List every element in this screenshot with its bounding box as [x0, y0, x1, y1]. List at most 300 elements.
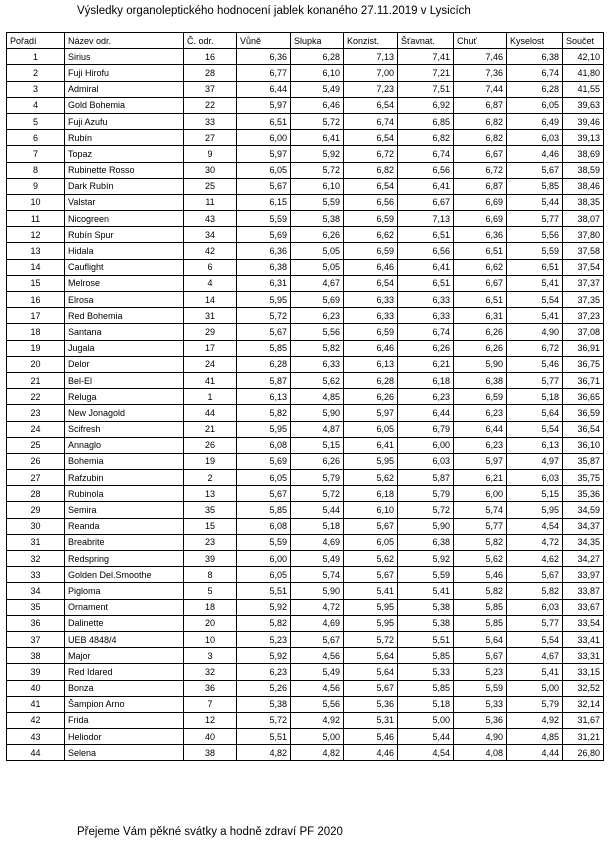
column-header-variety-number: Č. odr.	[184, 33, 237, 49]
acidity-cell: 6,72	[507, 340, 563, 356]
table-row	[7, 599, 604, 615]
juiciness-cell: 6,41	[398, 178, 454, 194]
variety-name-cell: New Jonagold	[65, 405, 184, 421]
variety-name-cell: Bonza	[65, 680, 184, 696]
texture-cell: 5,67	[344, 518, 398, 534]
skin-cell: 5,49	[291, 81, 344, 97]
texture-cell: 6,54	[344, 130, 398, 146]
variety-name-cell: Rafzubin	[65, 470, 184, 486]
skin-cell: 5,05	[291, 243, 344, 259]
table-row	[7, 356, 604, 372]
skin-cell: 4,72	[291, 599, 344, 615]
taste-cell: 7,44	[454, 81, 507, 97]
rank-cell: 19	[7, 340, 65, 356]
table-row	[7, 437, 604, 453]
total-cell: 34,35	[563, 534, 604, 550]
column-header-texture: Konzist.	[344, 33, 398, 49]
juiciness-cell: 7,13	[398, 211, 454, 227]
table-header-row	[7, 33, 604, 49]
texture-cell: 4,46	[344, 745, 398, 761]
aroma-cell: 5,95	[237, 292, 291, 308]
taste-cell: 6,44	[454, 421, 507, 437]
texture-cell: 5,95	[344, 453, 398, 469]
total-cell: 36,59	[563, 405, 604, 421]
juiciness-cell: 6,33	[398, 292, 454, 308]
total-cell: 41,55	[563, 81, 604, 97]
rank-cell: 34	[7, 583, 65, 599]
acidity-cell: 5,41	[507, 275, 563, 291]
texture-cell: 6,46	[344, 259, 398, 275]
total-cell: 33,41	[563, 631, 604, 647]
acidity-cell: 5,54	[507, 421, 563, 437]
taste-cell: 6,82	[454, 130, 507, 146]
aroma-cell: 5,82	[237, 615, 291, 631]
taste-cell: 6,21	[454, 470, 507, 486]
variety-name-cell: Rubinola	[65, 486, 184, 502]
juiciness-cell: 6,67	[398, 194, 454, 210]
texture-cell: 5,46	[344, 729, 398, 745]
texture-cell: 6,41	[344, 437, 398, 453]
juiciness-cell: 5,18	[398, 696, 454, 712]
texture-cell: 5,62	[344, 470, 398, 486]
acidity-cell: 4,97	[507, 453, 563, 469]
taste-cell: 5,85	[454, 599, 507, 615]
variety-name-cell: Gold Bohemia	[65, 97, 184, 113]
acidity-cell: 6,51	[507, 259, 563, 275]
variety-number-cell: 8	[184, 567, 237, 583]
juiciness-cell: 5,38	[398, 615, 454, 631]
taste-cell: 4,90	[454, 729, 507, 745]
table-row	[7, 259, 604, 275]
rank-cell: 2	[7, 65, 65, 81]
results-table	[6, 32, 604, 761]
skin-cell: 5,15	[291, 437, 344, 453]
juiciness-cell: 6,51	[398, 227, 454, 243]
acidity-cell: 6,05	[507, 97, 563, 113]
table-row	[7, 292, 604, 308]
juiciness-cell: 6,00	[398, 437, 454, 453]
juiciness-cell: 5,33	[398, 664, 454, 680]
column-header-variety-name: Název odr.	[65, 33, 184, 49]
rank-cell: 39	[7, 664, 65, 680]
juiciness-cell: 5,90	[398, 518, 454, 534]
table-row	[7, 389, 604, 405]
acidity-cell: 6,03	[507, 130, 563, 146]
rank-cell: 38	[7, 648, 65, 664]
texture-cell: 5,97	[344, 405, 398, 421]
skin-cell: 6,10	[291, 178, 344, 194]
taste-cell: 6,23	[454, 405, 507, 421]
table-row	[7, 340, 604, 356]
total-cell: 36,71	[563, 372, 604, 388]
table-row	[7, 162, 604, 178]
skin-cell: 5,49	[291, 551, 344, 567]
table-row	[7, 178, 604, 194]
aroma-cell: 5,69	[237, 453, 291, 469]
aroma-cell: 5,23	[237, 631, 291, 647]
rank-cell: 25	[7, 437, 65, 453]
variety-name-cell: Santana	[65, 324, 184, 340]
skin-cell: 4,69	[291, 615, 344, 631]
variety-number-cell: 35	[184, 502, 237, 518]
juiciness-cell: 6,82	[398, 130, 454, 146]
acidity-cell: 5,85	[507, 178, 563, 194]
total-cell: 35,87	[563, 453, 604, 469]
juiciness-cell: 6,33	[398, 308, 454, 324]
variety-number-cell: 29	[184, 324, 237, 340]
variety-number-cell: 20	[184, 615, 237, 631]
acidity-cell: 6,03	[507, 599, 563, 615]
taste-cell: 5,97	[454, 453, 507, 469]
acidity-cell: 5,95	[507, 502, 563, 518]
rank-cell: 30	[7, 518, 65, 534]
total-cell: 34,37	[563, 518, 604, 534]
skin-cell: 5,82	[291, 340, 344, 356]
taste-cell: 5,64	[454, 631, 507, 647]
table-row	[7, 534, 604, 550]
rank-cell: 21	[7, 372, 65, 388]
total-cell: 37,35	[563, 292, 604, 308]
table-row	[7, 275, 604, 291]
table-row	[7, 324, 604, 340]
total-cell: 38,46	[563, 178, 604, 194]
table-row	[7, 551, 604, 567]
variety-number-cell: 43	[184, 211, 237, 227]
juiciness-cell: 5,87	[398, 470, 454, 486]
juiciness-cell: 6,26	[398, 340, 454, 356]
texture-cell: 6,46	[344, 340, 398, 356]
taste-cell: 5,23	[454, 664, 507, 680]
juiciness-cell: 5,72	[398, 502, 454, 518]
rank-cell: 42	[7, 712, 65, 728]
skin-cell: 6,26	[291, 453, 344, 469]
acidity-cell: 5,56	[507, 227, 563, 243]
variety-number-cell: 10	[184, 631, 237, 647]
variety-number-cell: 31	[184, 308, 237, 324]
taste-cell: 5,74	[454, 502, 507, 518]
taste-cell: 6,67	[454, 275, 507, 291]
taste-cell: 6,26	[454, 324, 507, 340]
texture-cell: 6,10	[344, 502, 398, 518]
taste-cell: 5,36	[454, 712, 507, 728]
table-row	[7, 583, 604, 599]
skin-cell: 4,85	[291, 389, 344, 405]
rank-cell: 32	[7, 551, 65, 567]
variety-name-cell: Ornament	[65, 599, 184, 615]
skin-cell: 4,56	[291, 648, 344, 664]
aroma-cell: 5,59	[237, 534, 291, 550]
texture-cell: 6,59	[344, 243, 398, 259]
skin-cell: 5,74	[291, 567, 344, 583]
variety-number-cell: 19	[184, 453, 237, 469]
column-header-aroma: Vůně	[237, 33, 291, 49]
skin-cell: 5,59	[291, 194, 344, 210]
texture-cell: 5,67	[344, 680, 398, 696]
texture-cell: 6,62	[344, 227, 398, 243]
table-row	[7, 81, 604, 97]
juiciness-cell: 6,85	[398, 113, 454, 129]
acidity-cell: 5,77	[507, 615, 563, 631]
taste-cell: 6,69	[454, 211, 507, 227]
total-cell: 26,80	[563, 745, 604, 761]
texture-cell: 6,56	[344, 194, 398, 210]
variety-number-cell: 12	[184, 712, 237, 728]
acidity-cell: 5,79	[507, 696, 563, 712]
variety-name-cell: Major	[65, 648, 184, 664]
rank-cell: 27	[7, 470, 65, 486]
acidity-cell: 6,49	[507, 113, 563, 129]
table-row	[7, 308, 604, 324]
total-cell: 33,54	[563, 615, 604, 631]
juiciness-cell: 6,92	[398, 97, 454, 113]
variety-number-cell: 27	[184, 130, 237, 146]
variety-name-cell: Fuji Azufu	[65, 113, 184, 129]
taste-cell: 6,69	[454, 194, 507, 210]
document-title: Výsledky organoleptického hodnocení jablek konaného 27.11.2019 v Lysicích	[77, 5, 471, 17]
total-cell: 33,15	[563, 664, 604, 680]
juiciness-cell: 5,85	[398, 648, 454, 664]
variety-number-cell: 13	[184, 486, 237, 502]
rank-cell: 41	[7, 696, 65, 712]
texture-cell: 5,36	[344, 696, 398, 712]
variety-number-cell: 32	[184, 664, 237, 680]
rank-cell: 7	[7, 146, 65, 162]
table-row	[7, 729, 604, 745]
rank-cell: 9	[7, 178, 65, 194]
variety-name-cell: Semira	[65, 502, 184, 518]
taste-cell: 5,82	[454, 583, 507, 599]
rank-cell: 4	[7, 97, 65, 113]
table-row	[7, 518, 604, 534]
juiciness-cell: 5,85	[398, 680, 454, 696]
taste-cell: 6,67	[454, 146, 507, 162]
column-header-acidity: Kyselost	[507, 33, 563, 49]
texture-cell: 6,13	[344, 356, 398, 372]
rank-cell: 33	[7, 567, 65, 583]
variety-name-cell: Bohemia	[65, 453, 184, 469]
taste-cell: 5,67	[454, 648, 507, 664]
total-cell: 35,75	[563, 470, 604, 486]
total-cell: 42,10	[563, 49, 604, 65]
juiciness-cell: 7,41	[398, 49, 454, 65]
texture-cell: 5,64	[344, 648, 398, 664]
skin-cell: 5,56	[291, 324, 344, 340]
acidity-cell: 4,72	[507, 534, 563, 550]
juiciness-cell: 6,56	[398, 162, 454, 178]
rank-cell: 14	[7, 259, 65, 275]
acidity-cell: 5,46	[507, 356, 563, 372]
table-body	[7, 49, 604, 761]
rank-cell: 44	[7, 745, 65, 761]
texture-cell: 5,67	[344, 567, 398, 583]
aroma-cell: 5,72	[237, 712, 291, 728]
table-row	[7, 664, 604, 680]
aroma-cell: 5,97	[237, 97, 291, 113]
table-row	[7, 372, 604, 388]
aroma-cell: 5,67	[237, 178, 291, 194]
variety-name-cell: Rubín	[65, 130, 184, 146]
rank-cell: 40	[7, 680, 65, 696]
rank-cell: 23	[7, 405, 65, 421]
table-row	[7, 502, 604, 518]
rank-cell: 15	[7, 275, 65, 291]
taste-cell: 5,82	[454, 534, 507, 550]
variety-name-cell: Delor	[65, 356, 184, 372]
aroma-cell: 4,82	[237, 745, 291, 761]
variety-number-cell: 34	[184, 227, 237, 243]
variety-number-cell: 40	[184, 729, 237, 745]
table-row	[7, 470, 604, 486]
juiciness-cell: 6,74	[398, 146, 454, 162]
variety-number-cell: 3	[184, 648, 237, 664]
skin-cell: 6,10	[291, 65, 344, 81]
juiciness-cell: 6,56	[398, 243, 454, 259]
skin-cell: 4,67	[291, 275, 344, 291]
variety-number-cell: 6	[184, 259, 237, 275]
footer-greeting: Přejeme Vám pěkné svátky a hodně zdraví PF 2020	[77, 826, 343, 838]
aroma-cell: 5,87	[237, 372, 291, 388]
juiciness-cell: 5,92	[398, 551, 454, 567]
aroma-cell: 6,44	[237, 81, 291, 97]
taste-cell: 6,26	[454, 340, 507, 356]
total-cell: 33,87	[563, 583, 604, 599]
juiciness-cell: 6,38	[398, 534, 454, 550]
total-cell: 33,67	[563, 599, 604, 615]
column-header-juiciness: Šťavnat.	[398, 33, 454, 49]
juiciness-cell: 5,44	[398, 729, 454, 745]
variety-name-cell: Frida	[65, 712, 184, 728]
skin-cell: 5,62	[291, 372, 344, 388]
total-cell: 32,52	[563, 680, 604, 696]
total-cell: 38,59	[563, 162, 604, 178]
variety-name-cell: Scifresh	[65, 421, 184, 437]
texture-cell: 5,72	[344, 631, 398, 647]
acidity-cell: 4,90	[507, 324, 563, 340]
rank-cell: 5	[7, 113, 65, 129]
table-row	[7, 130, 604, 146]
acidity-cell: 5,15	[507, 486, 563, 502]
variety-number-cell: 41	[184, 372, 237, 388]
texture-cell: 7,13	[344, 49, 398, 65]
juiciness-cell: 6,18	[398, 372, 454, 388]
rank-cell: 8	[7, 162, 65, 178]
texture-cell: 6,72	[344, 146, 398, 162]
rank-cell: 1	[7, 49, 65, 65]
juiciness-cell: 5,79	[398, 486, 454, 502]
acidity-cell: 4,54	[507, 518, 563, 534]
table-row	[7, 453, 604, 469]
table-row	[7, 745, 604, 761]
total-cell: 41,80	[563, 65, 604, 81]
rank-cell: 16	[7, 292, 65, 308]
acidity-cell: 5,67	[507, 162, 563, 178]
table-row	[7, 421, 604, 437]
variety-number-cell: 4	[184, 275, 237, 291]
acidity-cell: 5,00	[507, 680, 563, 696]
texture-cell: 6,59	[344, 211, 398, 227]
column-header-total: Součet	[563, 33, 604, 49]
rank-cell: 37	[7, 631, 65, 647]
skin-cell: 5,69	[291, 292, 344, 308]
variety-name-cell: UEB 4848/4	[65, 631, 184, 647]
variety-number-cell: 1	[184, 389, 237, 405]
texture-cell: 5,31	[344, 712, 398, 728]
acidity-cell: 5,64	[507, 405, 563, 421]
variety-name-cell: Hidala	[65, 243, 184, 259]
variety-name-cell: Heliodor	[65, 729, 184, 745]
skin-cell: 5,38	[291, 211, 344, 227]
variety-number-cell: 22	[184, 97, 237, 113]
table-row	[7, 486, 604, 502]
aroma-cell: 6,08	[237, 437, 291, 453]
skin-cell: 5,79	[291, 470, 344, 486]
skin-cell: 5,92	[291, 146, 344, 162]
taste-cell: 6,62	[454, 259, 507, 275]
taste-cell: 6,23	[454, 437, 507, 453]
taste-cell: 6,87	[454, 97, 507, 113]
skin-cell: 5,90	[291, 405, 344, 421]
total-cell: 39,13	[563, 130, 604, 146]
skin-cell: 5,72	[291, 486, 344, 502]
skin-cell: 6,23	[291, 308, 344, 324]
total-cell: 37,37	[563, 275, 604, 291]
variety-number-cell: 23	[184, 534, 237, 550]
total-cell: 36,91	[563, 340, 604, 356]
juiciness-cell: 5,41	[398, 583, 454, 599]
rank-cell: 43	[7, 729, 65, 745]
skin-cell: 4,69	[291, 534, 344, 550]
table-row	[7, 97, 604, 113]
acidity-cell: 4,62	[507, 551, 563, 567]
texture-cell: 5,64	[344, 664, 398, 680]
table-row	[7, 712, 604, 728]
skin-cell: 5,67	[291, 631, 344, 647]
variety-name-cell: Rubinette Rosso	[65, 162, 184, 178]
rank-cell: 10	[7, 194, 65, 210]
texture-cell: 6,74	[344, 113, 398, 129]
juiciness-cell: 4,54	[398, 745, 454, 761]
acidity-cell: 4,44	[507, 745, 563, 761]
acidity-cell: 6,38	[507, 49, 563, 65]
aroma-cell: 6,36	[237, 243, 291, 259]
skin-cell: 5,44	[291, 502, 344, 518]
table-row	[7, 631, 604, 647]
taste-cell: 6,51	[454, 243, 507, 259]
total-cell: 38,69	[563, 146, 604, 162]
skin-cell: 5,72	[291, 113, 344, 129]
aroma-cell: 5,51	[237, 729, 291, 745]
texture-cell: 6,33	[344, 308, 398, 324]
juiciness-cell: 6,41	[398, 259, 454, 275]
acidity-cell: 6,28	[507, 81, 563, 97]
total-cell: 36,54	[563, 421, 604, 437]
acidity-cell: 4,85	[507, 729, 563, 745]
variety-number-cell: 18	[184, 599, 237, 615]
rank-cell: 26	[7, 453, 65, 469]
rank-cell: 17	[7, 308, 65, 324]
variety-name-cell: Fuji Hirofu	[65, 65, 184, 81]
rank-cell: 18	[7, 324, 65, 340]
total-cell: 37,58	[563, 243, 604, 259]
total-cell: 33,97	[563, 567, 604, 583]
skin-cell: 6,26	[291, 227, 344, 243]
acidity-cell: 5,41	[507, 664, 563, 680]
aroma-cell: 5,95	[237, 421, 291, 437]
aroma-cell: 6,51	[237, 113, 291, 129]
rank-cell: 22	[7, 389, 65, 405]
skin-cell: 6,33	[291, 356, 344, 372]
acidity-cell: 5,18	[507, 389, 563, 405]
